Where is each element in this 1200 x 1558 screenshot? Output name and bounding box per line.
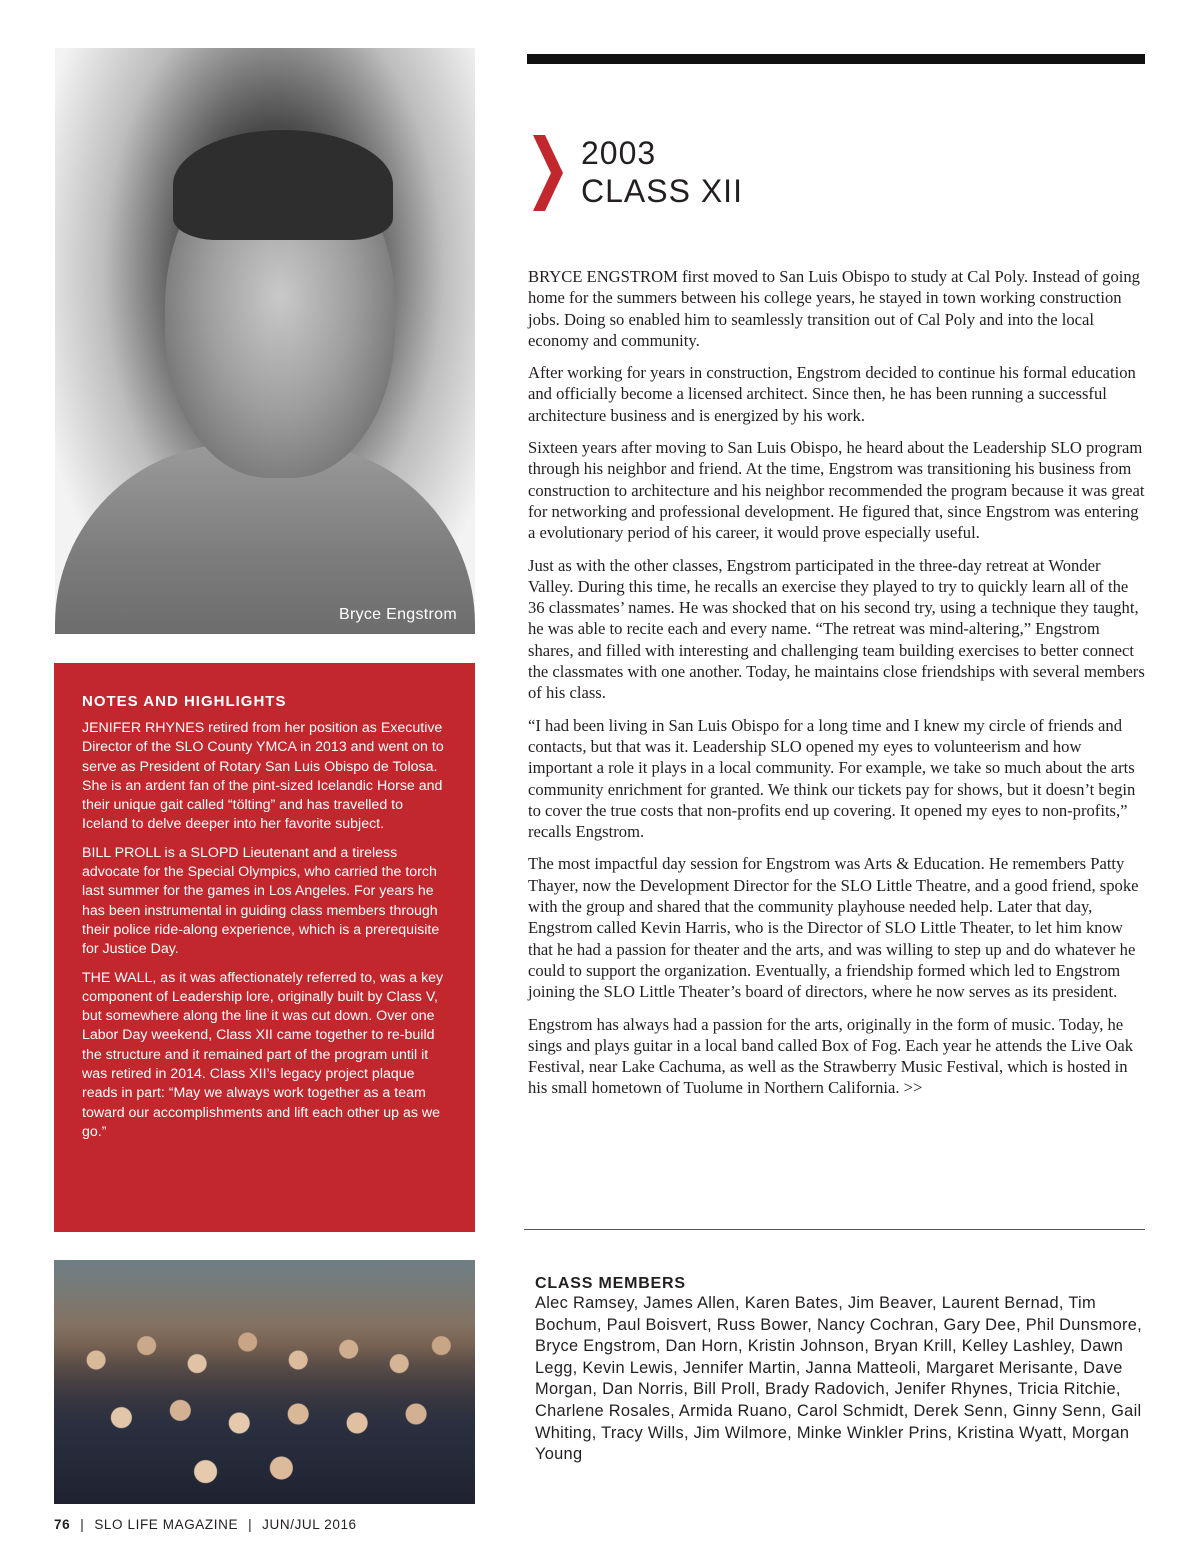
section-heading bbox=[581, 134, 743, 210]
class-members bbox=[535, 1275, 1155, 1466]
page-number: 76 bbox=[54, 1517, 71, 1532]
page-footer bbox=[54, 1517, 357, 1532]
portrait-caption: Bryce Engstrom bbox=[338, 606, 457, 623]
section-divider bbox=[524, 1229, 1145, 1230]
article-paragraph: Engstrom has always had a passion for the arts, originally in the form of music. Today, he sings and plays guitar in a local band called Box of Fog. Each year he attends the Live Oak Festival, near Lake Cachuma, as well as the Strawberry Music Festival, which is hosted in his small hometown of Tuolume in Northern California. >> bbox=[528, 1014, 1134, 1098]
portrait-hair bbox=[173, 130, 393, 240]
top-rule bbox=[527, 54, 1145, 64]
group-photo-crowd bbox=[54, 1324, 475, 1504]
notes-paragraph: BILL PROLL is a SLOPD Lieutenant and a tireless advocate for the Special Olympics, who carried the torch last summer for the games in Los Angeles. For years he has been instrumental in guiding class members through their police ride-along experience, which is a prerequisite for Justice Day. bbox=[82, 844, 440, 958]
notes-title: NOTES AND HIGHLIGHTS bbox=[82, 693, 287, 710]
article-paragraph: Sixteen years after moving to San Luis Obispo, he heard about the Leadership SLO program through his neighbor and friend. At the time, Engstrom was transitioning his business from construction to architecture and his neighbor recommended the program because it was great for networking and professional development. He figured that, since Engstrom was entering a evolutionary period of his career, it would prove especially useful. bbox=[528, 438, 1145, 543]
notes-paragraph: JENIFER RHYNES retired from her position as Executive Director of the SLO County YMCA in 2013 and went on to serve as President of Rotary San Luis Obispo de Tolosa. She is an ardent fan of the pint-sized Icelandic Horse and their unique gait called “tölting” and has travelled to Iceland to delve deeper into her favorite subject. bbox=[82, 720, 444, 833]
heading-class: CLASS XII bbox=[581, 173, 743, 209]
class-members-title: CLASS MEMBERS bbox=[535, 1275, 686, 1292]
portrait-photo bbox=[55, 48, 475, 634]
heading-year: 2003 bbox=[581, 135, 657, 171]
notes-paragraph: THE WALL, as it was affectionately referred to, was a key component of Leadership lore, originally built by Class V, but somewhere along the line it was cut down. Over one Labor Day weekend, Class XII came together to re-build the structure and it remained part of the program until it was retired in 2014. Class XII’s legacy project plaque reads in part: “May we always work together as a team toward our accomplishments and lift each other up as we go.” bbox=[82, 969, 444, 1140]
footer-separator: | bbox=[248, 1517, 253, 1532]
footer-separator: | bbox=[80, 1517, 85, 1532]
article-paragraph: The most impactful day session for Engstrom was Arts & Education. He remembers Patty Thayer, now the Development Director for the SLO Little Theatre, and a good friend, spoke with the group and shared that the community playhouse needed help. Later that day, Engstrom called Kevin Harris, who is the Director of SLO Little Theater, to let him know that he had a passion for theater and the arts, and was willing to step up and do whatever he could to support the organization. Eventually, a friendship formed which led to Engstrom joining the SLO Little Theater’s board of directors, where he now serves as its president. bbox=[528, 854, 1139, 1002]
chevron-right-icon bbox=[533, 135, 563, 211]
group-photo bbox=[54, 1260, 475, 1504]
magazine-name: SLO LIFE MAGAZINE bbox=[94, 1517, 239, 1532]
article-paragraph: BRYCE ENGSTROM first moved to San Luis Obispo to study at Cal Poly. Instead of going home for the summers between his college years, he stayed in town working construction jobs. Doing so enabled him to seamlessly transition out of Cal Poly and into the local economy and community. bbox=[528, 267, 1140, 350]
article-paragraph: After working for years in construction, Engstrom decided to continue his formal education and officially become a licensed architect. Since then, he has been running a successful architecture business and is energized by his work. bbox=[528, 363, 1136, 425]
issue-date: JUN/JUL 2016 bbox=[262, 1517, 357, 1532]
article-body bbox=[528, 266, 1148, 1110]
article-paragraph: Just as with the other classes, Engstrom participated in the three-day retreat at Wonder Valley. During this time, he recalls an exercise they played to try to quickly learn all of the 36 classmates’ names. He was shocked that on his second try, using a technique they taught, he was able to recite each and every name. “The retreat was mind-altering,” Engstrom shares, and filled with interesting and challenging team building exercises to better connect the classmates with one another. Today, he maintains close friendships with several members of his class. bbox=[528, 555, 1145, 703]
class-members-list: Alec Ramsey, James Allen, Karen Bates, Jim Beaver, Laurent Bernad, Tim Bochum, Paul Boisvert, Russ Bower, Nancy Cochran, Gary Dee, Phil Dunsmore, Bryce Engstrom, Dan Horn, Kristin Johnson, Bryan Krill, Kelley Lashley, Dawn Legg, Kevin Lewis, Jennifer Martin, Janna Matteoli, Margaret Merisante, Dave Morgan, Dan Norris, Bill Proll, Brady Radovich, Jenifer Rhynes, Tricia Ritchie, Charlene Rosales, Armida Ruano, Carol Schmidt, Derek Senn, Ginny Senn, Gail Whiting, Tracy Wills, Jim Wilmore, Minke Winkler Prins, Kristina Wyatt, Morgan Young bbox=[535, 1294, 1143, 1464]
article-paragraph: “I had been living in San Luis Obispo for a long time and I knew my circle of friends and contacts, but that was it. Leadership SLO opened my eyes to volunteerism and how important a role it plays in a local community. For example, we take so much about the arts community enrichment for granted. We think our tickets pay for shows, but it doesn’t begin to cover the true costs that non-profits end up covering. It opened my eyes to non-profits,” recalls Engstrom. bbox=[528, 715, 1136, 842]
notes-box bbox=[54, 663, 475, 1232]
